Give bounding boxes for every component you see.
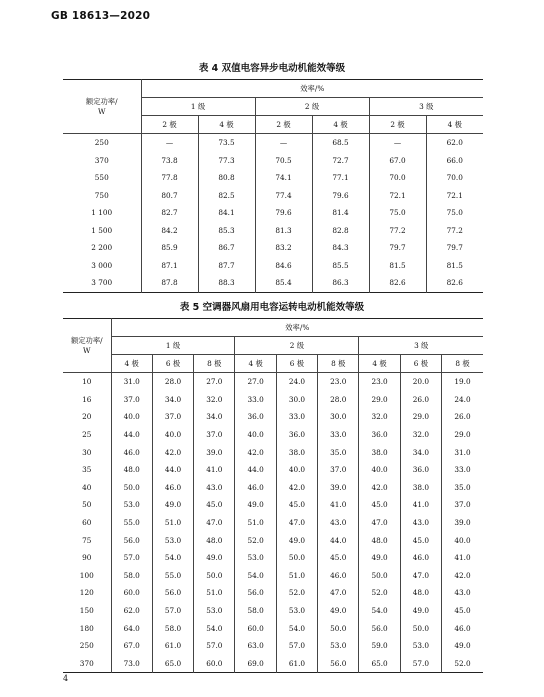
efficiency-cell: 43.0 [318, 514, 359, 532]
efficiency-cell: 53.0 [318, 637, 359, 655]
efficiency-cell: 51.0 [276, 567, 317, 585]
table5-rated-power-header: 额定功率/ W [63, 319, 111, 373]
efficiency-cell: 19.0 [442, 373, 483, 391]
efficiency-cell: 50.0 [194, 567, 235, 585]
rated-power-cell: 90 [63, 549, 111, 567]
efficiency-cell: 41.0 [194, 461, 235, 479]
efficiency-cell: 79.6 [312, 187, 369, 205]
efficiency-cell: 31.0 [442, 443, 483, 461]
efficiency-cell: 60.0 [194, 655, 235, 673]
table-row [63, 584, 483, 602]
efficiency-cell: 57.0 [276, 637, 317, 655]
pole-count-header: 4 极 [235, 355, 276, 373]
efficiency-cell: 72.1 [369, 187, 426, 205]
efficiency-cell: 27.0 [194, 373, 235, 391]
efficiency-cell: 24.0 [276, 373, 317, 391]
efficiency-cell: 80.8 [198, 169, 255, 187]
efficiency-cell: 73.0 [111, 655, 152, 673]
efficiency-cell: 55.0 [152, 567, 193, 585]
rated-power-cell: 40 [63, 479, 111, 497]
efficiency-cell: 75.0 [426, 204, 483, 222]
page-number: 4 [63, 674, 69, 683]
efficiency-cell: 32.0 [400, 426, 441, 444]
efficiency-cell: 86.7 [198, 239, 255, 257]
table5-caption: 表 5 空调器风扇用电容运转电动机能效等级 [179, 302, 365, 313]
efficiency-cell: 85.4 [255, 274, 312, 292]
efficiency-cell: 37.0 [318, 461, 359, 479]
efficiency-cell: 84.6 [255, 257, 312, 275]
pole-count-header: 2 极 [255, 116, 312, 134]
efficiency-cell: 48.0 [400, 584, 441, 602]
rated-power-cell: 120 [63, 584, 111, 602]
efficiency-cell: 53.0 [235, 549, 276, 567]
table-row [63, 274, 483, 292]
efficiency-cell: — [255, 134, 312, 152]
pole-count-header: 4 极 [111, 355, 152, 373]
efficiency-cell: 54.0 [276, 619, 317, 637]
efficiency-cell: 51.0 [235, 514, 276, 532]
rated-power-cell: 150 [63, 602, 111, 620]
rated-power-cell: 550 [63, 169, 141, 187]
efficiency-cell: 40.0 [111, 408, 152, 426]
efficiency-cell: 82.7 [141, 204, 198, 222]
efficiency-cell: 85.9 [141, 239, 198, 257]
efficiency-cell: 87.7 [198, 257, 255, 275]
efficiency-cell: 50.0 [276, 549, 317, 567]
efficiency-cell: 54.0 [235, 567, 276, 585]
efficiency-cell: 50.0 [400, 619, 441, 637]
efficiency-cell: 85.3 [198, 222, 255, 240]
table-row [63, 169, 483, 187]
rated-power-cell: 16 [63, 391, 111, 409]
efficiency-cell: 67.0 [369, 152, 426, 170]
efficiency-cell: 23.0 [359, 373, 400, 391]
efficiency-cell: 49.0 [194, 549, 235, 567]
table4-rated-power-header: 额定功率/ W [63, 80, 141, 134]
rated-power-cell: 35 [63, 461, 111, 479]
rated-power-cell: 250 [63, 134, 141, 152]
efficiency-cell: 33.0 [318, 426, 359, 444]
efficiency-cell: 40.0 [442, 531, 483, 549]
table4-efficiency-grades [63, 79, 483, 293]
efficiency-cell: 52.0 [442, 655, 483, 673]
efficiency-cell: 75.0 [369, 204, 426, 222]
efficiency-cell: 51.0 [194, 584, 235, 602]
efficiency-cell: 53.0 [194, 602, 235, 620]
pole-count-header: 4 极 [359, 355, 400, 373]
efficiency-cell: 49.0 [235, 496, 276, 514]
efficiency-cell: 38.0 [400, 479, 441, 497]
table-row [63, 152, 483, 170]
efficiency-cell: 49.0 [442, 637, 483, 655]
rated-power-cell: 2 200 [63, 239, 141, 257]
table-row [63, 619, 483, 637]
efficiency-cell: 46.0 [235, 479, 276, 497]
efficiency-cell: 53.0 [276, 602, 317, 620]
efficiency-cell: 80.7 [141, 187, 198, 205]
efficiency-cell: 54.0 [194, 619, 235, 637]
efficiency-cell: 37.0 [194, 426, 235, 444]
efficiency-cell: 57.0 [194, 637, 235, 655]
efficiency-cell: 56.0 [318, 655, 359, 673]
efficiency-cell: 53.0 [400, 637, 441, 655]
efficiency-cell: 36.0 [359, 426, 400, 444]
table-row [63, 134, 483, 152]
table-row [63, 602, 483, 620]
efficiency-cell: 87.8 [141, 274, 198, 292]
efficiency-cell: 61.0 [276, 655, 317, 673]
table-row [63, 443, 483, 461]
efficiency-cell: 70.0 [426, 169, 483, 187]
efficiency-cell: 86.3 [312, 274, 369, 292]
efficiency-cell: 65.0 [152, 655, 193, 673]
efficiency-cell: 58.0 [152, 619, 193, 637]
efficiency-cell: 43.0 [194, 479, 235, 497]
efficiency-cell: 49.0 [152, 496, 193, 514]
efficiency-cell: 47.0 [318, 584, 359, 602]
efficiency-cell: 58.0 [111, 567, 152, 585]
efficiency-cell: 46.0 [442, 619, 483, 637]
efficiency-cell: 37.0 [442, 496, 483, 514]
efficiency-cell: 45.0 [442, 602, 483, 620]
pole-count-header: 8 极 [442, 355, 483, 373]
efficiency-cell: 46.0 [318, 567, 359, 585]
table-row [63, 514, 483, 532]
rated-power-cell: 3 000 [63, 257, 141, 275]
efficiency-cell: 40.0 [152, 426, 193, 444]
efficiency-cell: 29.0 [400, 408, 441, 426]
efficiency-cell: 36.0 [276, 426, 317, 444]
efficiency-cell: 29.0 [359, 391, 400, 409]
efficiency-cell: 72.7 [312, 152, 369, 170]
efficiency-cell: 49.0 [359, 549, 400, 567]
efficiency-cell: 43.0 [442, 584, 483, 602]
efficiency-cell: 67.0 [111, 637, 152, 655]
efficiency-cell: 35.0 [442, 479, 483, 497]
pole-count-header: 2 极 [141, 116, 198, 134]
table-row [63, 655, 483, 673]
efficiency-cell: 56.0 [152, 584, 193, 602]
efficiency-cell: 36.0 [400, 461, 441, 479]
efficiency-cell: 53.0 [111, 496, 152, 514]
efficiency-cell: 34.0 [400, 443, 441, 461]
table-row [63, 461, 483, 479]
efficiency-cell: 82.5 [198, 187, 255, 205]
efficiency-cell: 27.0 [235, 373, 276, 391]
efficiency-cell: 46.0 [152, 479, 193, 497]
efficiency-cell: 82.6 [369, 274, 426, 292]
efficiency-cell: 32.0 [359, 408, 400, 426]
efficiency-cell: 30.0 [318, 408, 359, 426]
efficiency-cell: 84.2 [141, 222, 198, 240]
efficiency-cell: 79.7 [426, 239, 483, 257]
efficiency-cell: 32.0 [194, 391, 235, 409]
efficiency-cell: 52.0 [235, 531, 276, 549]
pole-count-header: 4 极 [426, 116, 483, 134]
efficiency-cell: 43.0 [400, 514, 441, 532]
rated-power-cell: 60 [63, 514, 111, 532]
table-row [63, 391, 483, 409]
table-row [63, 496, 483, 514]
efficiency-cell: 56.0 [235, 584, 276, 602]
table-row [63, 408, 483, 426]
pole-count-header: 2 极 [369, 116, 426, 134]
efficiency-cell: 81.5 [426, 257, 483, 275]
efficiency-cell: 60.0 [111, 584, 152, 602]
efficiency-cell: 52.0 [276, 584, 317, 602]
rated-power-cell: 1 100 [63, 204, 141, 222]
efficiency-cell: 48.0 [359, 531, 400, 549]
efficiency-cell: 77.2 [369, 222, 426, 240]
table5-efficiency-header: 效率/% [111, 319, 483, 337]
efficiency-cell: 62.0 [111, 602, 152, 620]
efficiency-cell: 70.0 [369, 169, 426, 187]
efficiency-cell: 61.0 [152, 637, 193, 655]
efficiency-cell: 34.0 [194, 408, 235, 426]
efficiency-cell: 28.0 [152, 373, 193, 391]
efficiency-cell: 26.0 [442, 408, 483, 426]
efficiency-cell: 33.0 [442, 461, 483, 479]
efficiency-cell: 74.1 [255, 169, 312, 187]
efficiency-cell: 31.0 [111, 373, 152, 391]
efficiency-cell: 77.4 [255, 187, 312, 205]
efficiency-cell: 40.0 [235, 426, 276, 444]
table4-grade-header: 2 级 [255, 98, 369, 116]
efficiency-cell: 77.1 [312, 169, 369, 187]
efficiency-cell: 47.0 [400, 567, 441, 585]
efficiency-cell: 68.5 [312, 134, 369, 152]
rated-power-cell: 370 [63, 152, 141, 170]
efficiency-cell: 23.0 [318, 373, 359, 391]
efficiency-cell: 65.0 [359, 655, 400, 673]
rated-power-cell: 25 [63, 426, 111, 444]
efficiency-cell: 48.0 [111, 461, 152, 479]
efficiency-cell: 45.0 [400, 531, 441, 549]
efficiency-cell: 82.8 [312, 222, 369, 240]
efficiency-cell: 37.0 [152, 408, 193, 426]
efficiency-cell: 37.0 [111, 391, 152, 409]
efficiency-cell: 39.0 [194, 443, 235, 461]
efficiency-cell: 81.3 [255, 222, 312, 240]
rated-power-cell: 100 [63, 567, 111, 585]
table5-grade-header: 2 级 [235, 337, 359, 355]
standard-number-header: GB 18613—2020 [51, 10, 151, 22]
efficiency-cell: 57.0 [152, 602, 193, 620]
pole-count-header: 4 极 [312, 116, 369, 134]
efficiency-cell: 28.0 [318, 391, 359, 409]
efficiency-cell: 42.0 [276, 479, 317, 497]
rated-power-cell: 3 700 [63, 274, 141, 292]
efficiency-cell: 45.0 [276, 496, 317, 514]
efficiency-cell: 50.0 [111, 479, 152, 497]
efficiency-cell: 46.0 [111, 443, 152, 461]
efficiency-cell: 63.0 [235, 637, 276, 655]
rated-power-cell: 20 [63, 408, 111, 426]
efficiency-cell: 41.0 [400, 496, 441, 514]
efficiency-cell: 51.0 [152, 514, 193, 532]
pole-count-header: 6 极 [152, 355, 193, 373]
efficiency-cell: 79.7 [369, 239, 426, 257]
efficiency-cell: 45.0 [318, 549, 359, 567]
efficiency-cell: 49.0 [276, 531, 317, 549]
efficiency-cell: 41.0 [318, 496, 359, 514]
pole-count-header: 4 极 [198, 116, 255, 134]
efficiency-cell: 55.0 [111, 514, 152, 532]
efficiency-cell: 81.5 [369, 257, 426, 275]
efficiency-cell: 49.0 [400, 602, 441, 620]
table-row [63, 222, 483, 240]
efficiency-cell: — [369, 134, 426, 152]
efficiency-cell: 82.6 [426, 274, 483, 292]
efficiency-cell: 50.0 [318, 619, 359, 637]
efficiency-cell: 77.3 [198, 152, 255, 170]
efficiency-cell: 73.8 [141, 152, 198, 170]
efficiency-cell: 40.0 [359, 461, 400, 479]
efficiency-cell: 35.0 [318, 443, 359, 461]
efficiency-cell: 40.0 [276, 461, 317, 479]
efficiency-cell: 47.0 [276, 514, 317, 532]
table5-efficiency-grades [63, 318, 483, 673]
efficiency-cell: 85.5 [312, 257, 369, 275]
table-row [63, 204, 483, 222]
table4-efficiency-header: 效率/% [141, 80, 483, 98]
table-row [63, 239, 483, 257]
table-row [63, 479, 483, 497]
efficiency-cell: 83.2 [255, 239, 312, 257]
efficiency-cell: 38.0 [276, 443, 317, 461]
pole-count-header: 6 极 [276, 355, 317, 373]
efficiency-cell: 30.0 [276, 391, 317, 409]
efficiency-cell: 44.0 [152, 461, 193, 479]
efficiency-cell: 79.6 [255, 204, 312, 222]
table-row [63, 567, 483, 585]
efficiency-cell: 39.0 [318, 479, 359, 497]
rated-power-cell: 180 [63, 619, 111, 637]
efficiency-cell: 26.0 [400, 391, 441, 409]
efficiency-cell: 20.0 [400, 373, 441, 391]
efficiency-cell: 77.8 [141, 169, 198, 187]
rated-power-cell: 1 500 [63, 222, 141, 240]
efficiency-cell: 24.0 [442, 391, 483, 409]
table-row [63, 549, 483, 567]
efficiency-cell: 42.0 [235, 443, 276, 461]
efficiency-cell: 70.5 [255, 152, 312, 170]
table-row [63, 426, 483, 444]
efficiency-cell: 48.0 [194, 531, 235, 549]
rated-power-cell: 75 [63, 531, 111, 549]
rated-power-cell: 30 [63, 443, 111, 461]
table5-grade-header: 1 级 [111, 337, 235, 355]
efficiency-cell: 42.0 [442, 567, 483, 585]
efficiency-cell: 57.0 [400, 655, 441, 673]
efficiency-cell: 45.0 [359, 496, 400, 514]
efficiency-cell: 77.2 [426, 222, 483, 240]
efficiency-cell: 52.0 [359, 584, 400, 602]
table4-caption: 表 4 双值电容异步电动机能效等级 [198, 63, 346, 74]
efficiency-cell: 29.0 [442, 426, 483, 444]
efficiency-cell: 34.0 [152, 391, 193, 409]
pole-count-header: 8 极 [318, 355, 359, 373]
pole-count-header: 6 极 [400, 355, 441, 373]
efficiency-cell: 64.0 [111, 619, 152, 637]
efficiency-cell: 49.0 [318, 602, 359, 620]
table-row [63, 257, 483, 275]
rated-power-cell: 750 [63, 187, 141, 205]
efficiency-cell: 54.0 [152, 549, 193, 567]
efficiency-cell: 50.0 [359, 567, 400, 585]
efficiency-cell: 56.0 [359, 619, 400, 637]
efficiency-cell: 59.0 [359, 637, 400, 655]
pole-count-header: 8 极 [194, 355, 235, 373]
efficiency-cell: 54.0 [359, 602, 400, 620]
efficiency-cell: 36.0 [235, 408, 276, 426]
efficiency-cell: 46.0 [400, 549, 441, 567]
efficiency-cell: 47.0 [194, 514, 235, 532]
efficiency-cell: 33.0 [276, 408, 317, 426]
efficiency-cell: 42.0 [152, 443, 193, 461]
efficiency-cell: 56.0 [111, 531, 152, 549]
efficiency-cell: 44.0 [235, 461, 276, 479]
efficiency-cell: 47.0 [359, 514, 400, 532]
efficiency-cell: 33.0 [235, 391, 276, 409]
rated-power-cell: 50 [63, 496, 111, 514]
rated-power-cell: 370 [63, 655, 111, 673]
efficiency-cell: — [141, 134, 198, 152]
efficiency-cell: 72.1 [426, 187, 483, 205]
efficiency-cell: 88.3 [198, 274, 255, 292]
efficiency-cell: 62.0 [426, 134, 483, 152]
table-row [63, 637, 483, 655]
efficiency-cell: 66.0 [426, 152, 483, 170]
efficiency-cell: 42.0 [359, 479, 400, 497]
table-row [63, 187, 483, 205]
efficiency-cell: 45.0 [194, 496, 235, 514]
efficiency-cell: 58.0 [235, 602, 276, 620]
efficiency-cell: 87.1 [141, 257, 198, 275]
efficiency-cell: 44.0 [318, 531, 359, 549]
table4-grade-header: 3 级 [369, 98, 483, 116]
table5-grade-header: 3 级 [359, 337, 483, 355]
efficiency-cell: 81.4 [312, 204, 369, 222]
efficiency-cell: 41.0 [442, 549, 483, 567]
rated-power-cell: 250 [63, 637, 111, 655]
efficiency-cell: 84.1 [198, 204, 255, 222]
efficiency-cell: 84.3 [312, 239, 369, 257]
efficiency-cell: 57.0 [111, 549, 152, 567]
efficiency-cell: 38.0 [359, 443, 400, 461]
efficiency-cell: 39.0 [442, 514, 483, 532]
efficiency-cell: 44.0 [111, 426, 152, 444]
table-row [63, 531, 483, 549]
efficiency-cell: 60.0 [235, 619, 276, 637]
efficiency-cell: 53.0 [152, 531, 193, 549]
efficiency-cell: 69.0 [235, 655, 276, 673]
table-row [63, 373, 483, 391]
table4-grade-header: 1 级 [141, 98, 255, 116]
rated-power-cell: 10 [63, 373, 111, 391]
efficiency-cell: 73.5 [198, 134, 255, 152]
